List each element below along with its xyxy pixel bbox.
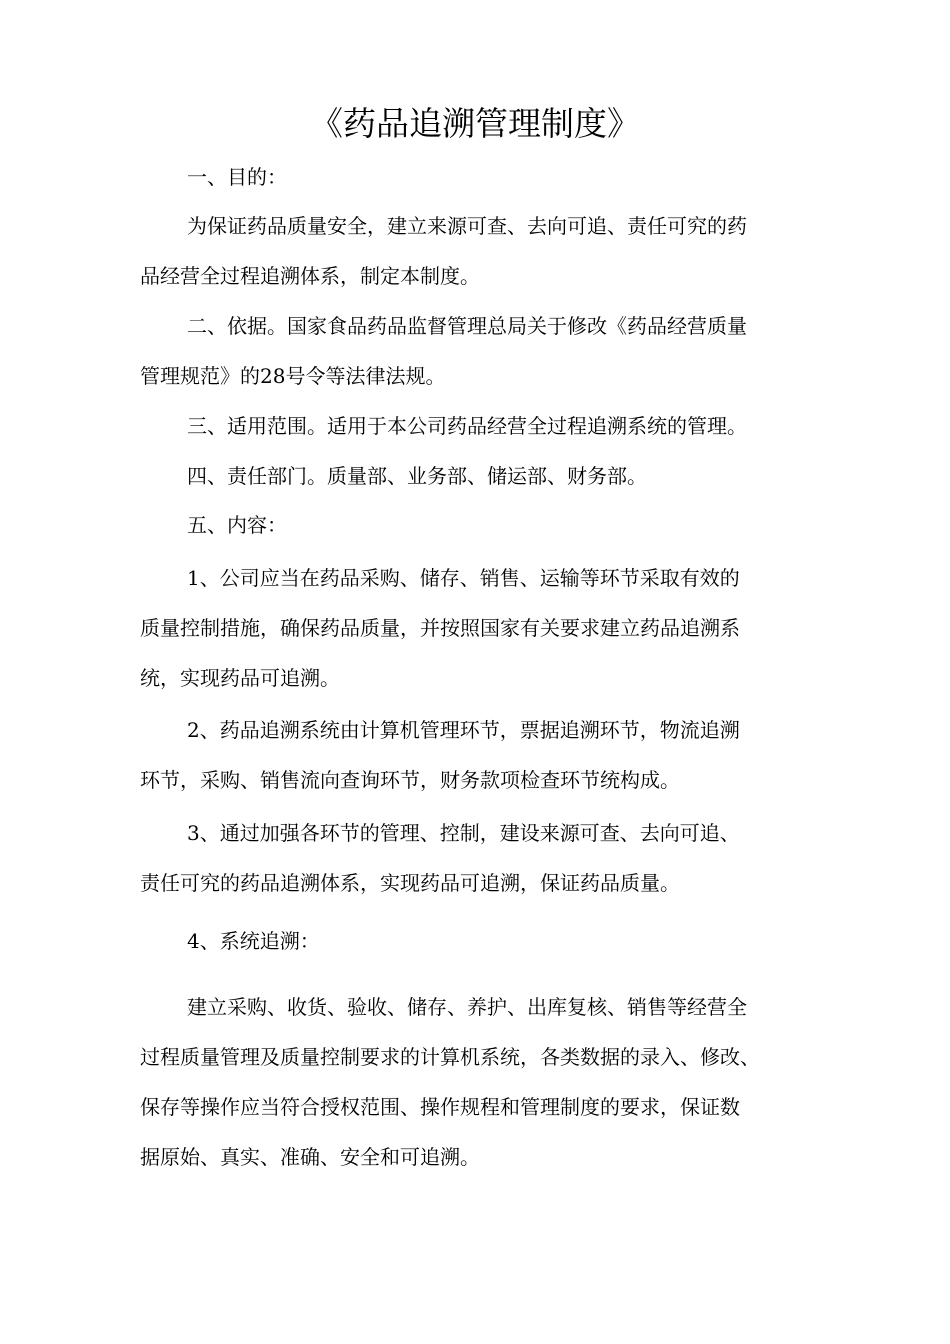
responsible-departments-line: 四、责任部门。质量部、业务部、储运部、财务部。 — [187, 464, 647, 488]
purpose-line-2: 品经营全过程追溯体系，制定本制度。 — [140, 264, 480, 288]
content-item-3-line-2: 责任可究的药品追溯体系，实现药品可追溯，保证药品质量。 — [140, 871, 680, 895]
purpose-line-1: 为保证药品质量安全，建立来源可查、去向可追、责任可究的药 — [187, 214, 747, 238]
section-content-heading: 五、内容： — [187, 513, 287, 537]
system-trace-line-1: 建立采购、收货、验收、储存、养护、出库复核、销售等经营全 — [187, 995, 747, 1019]
content-item-2-line-1: 2、药品追溯系统由计算机管理环节，票据追溯环节，物流追溯 — [187, 718, 740, 742]
scope-line: 三、适用范围。适用于本公司药品经营全过程追溯系统的管理。 — [187, 414, 747, 438]
document-title: 《药品追溯管理制度》 — [310, 104, 640, 143]
content-item-4-heading: 4、系统追溯： — [187, 929, 320, 953]
section-purpose-heading: 一、目的： — [187, 165, 287, 189]
system-trace-line-4: 据原始、真实、准确、安全和可追溯。 — [140, 1145, 480, 1169]
content-item-1-line-3: 统，实现药品可追溯。 — [140, 666, 340, 690]
basis-line-2: 管理规范》的28号令等法律法规。 — [140, 364, 446, 388]
system-trace-line-3: 保存等操作应当符合授权范围、操作规程和管理制度的要求，保证数 — [140, 1095, 740, 1119]
content-item-1-line-2: 质量控制措施，确保药品质量，并按照国家有关要求建立药品追溯系 — [140, 616, 740, 640]
basis-line-1: 二、依据。国家食品药品监督管理总局关于修改《药品经营质量 — [187, 314, 747, 338]
system-trace-line-2: 过程质量管理及质量控制要求的计算机系统，各类数据的录入、修改、 — [140, 1045, 760, 1069]
content-item-3-line-1: 3、通过加强各环节的管理、控制，建设来源可查、去向可追、 — [187, 821, 740, 845]
content-item-1-line-1: 1、公司应当在药品采购、储存、销售、运输等环节采取有效的 — [187, 566, 740, 590]
content-item-2-line-2: 环节，采购、销售流向查询环节，财务款项检查环节统构成。 — [140, 768, 680, 792]
